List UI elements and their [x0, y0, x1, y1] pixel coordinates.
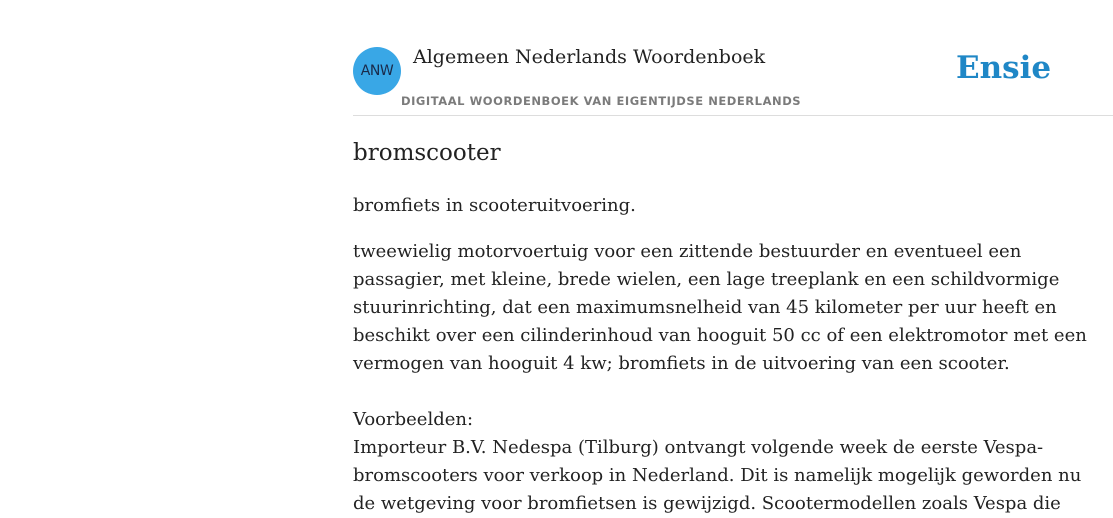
paragraph-gap [353, 378, 1113, 406]
definition-line: stuurinrichting, dat een maximumsnelheid van 45 kilometer per uur heeft en [353, 297, 1057, 318]
examples-label: Voorbeelden: [353, 409, 474, 430]
long-definition [353, 238, 1113, 518]
definition-line: tweewielig motorvoertuig voor een zittende bestuurder en eventueel een [353, 241, 1022, 262]
entry-headword: bromscooter [353, 140, 501, 166]
site-subtitle: DIGITAAL WOORDENBOEK VAN EIGENTIJDSE NEDERLANDS [401, 94, 802, 108]
dictionary-page [353, 0, 1113, 512]
definition-line: beschikt over een cilinderinhoud van hooguit 50 cc of een elektromotor met een [353, 325, 1087, 346]
logo-text: ANW [360, 63, 394, 79]
ensie-brand-link[interactable]: Ensie [956, 50, 1052, 86]
example-line: bromscooters voor verkoop in Nederland. Dit is namelijk mogelijk geworden nu [353, 465, 1082, 486]
short-definition: bromfiets in scooteruitvoering. [353, 195, 636, 216]
definition-line: vermogen van hooguit 4 kw; bromfiets in de uitvoering van een scooter. [353, 353, 1010, 374]
example-line: de wetgeving voor bromfietsen is gewijzigd. Scootermodellen zoals Vespa die [353, 493, 1061, 514]
header-divider [353, 115, 1113, 116]
anw-logo[interactable] [353, 47, 401, 95]
definition-line: passagier, met kleine, brede wielen, een lage treeplank en een schildvormige [353, 269, 1060, 290]
site-title[interactable]: Algemeen Nederlands Woordenboek [413, 46, 766, 68]
example-line: Importeur B.V. Nedespa (Tilburg) ontvangt volgende week de eerste Vespa- [353, 437, 1044, 458]
